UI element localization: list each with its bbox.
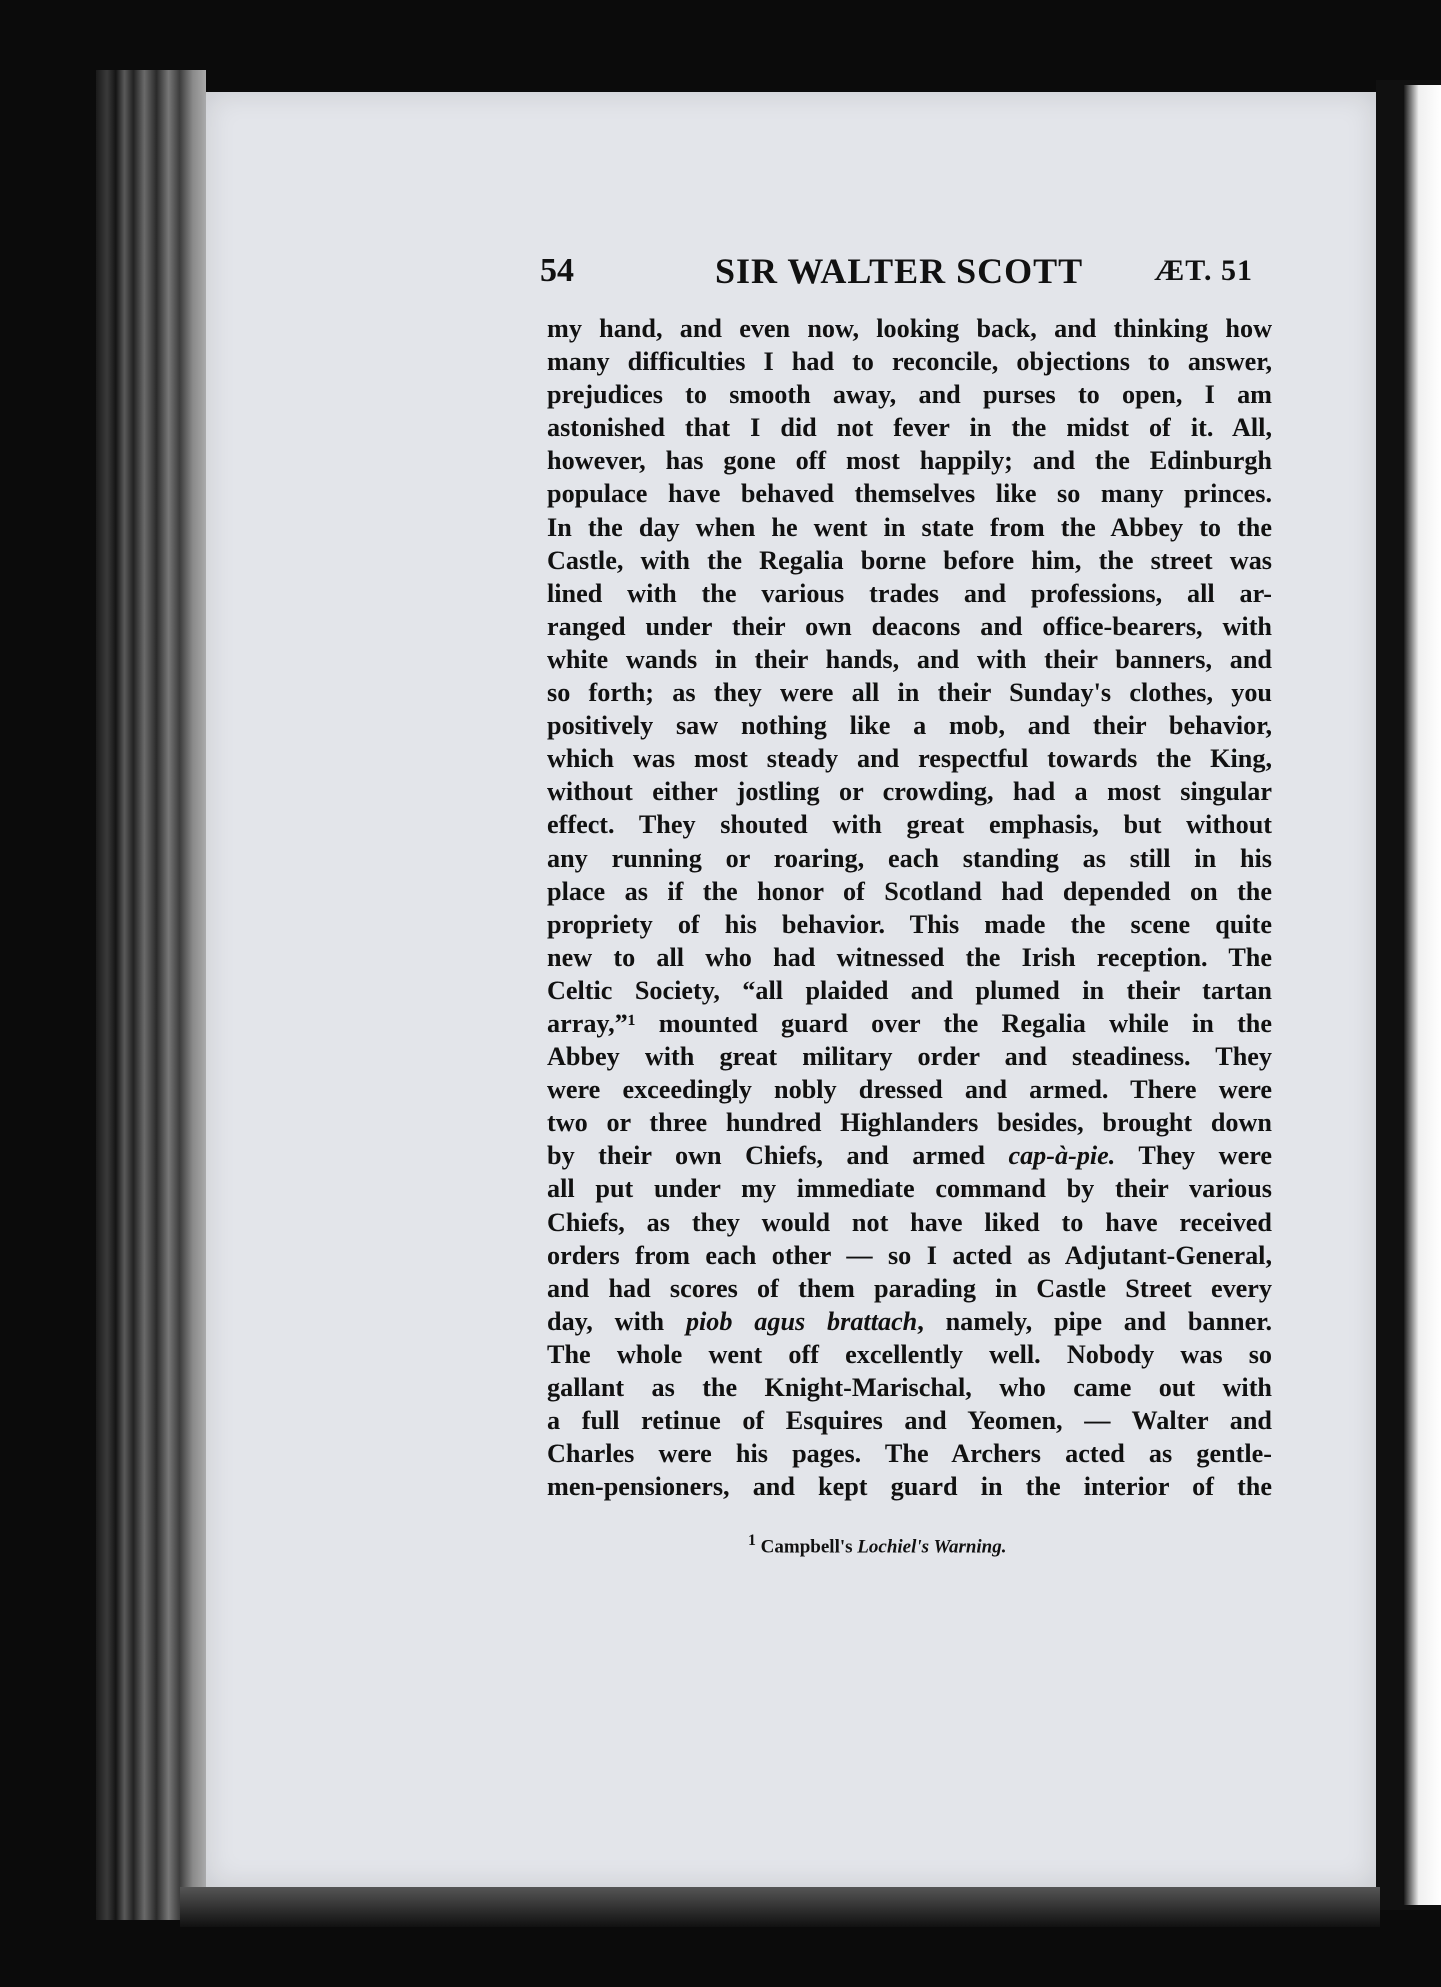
text-line: place as if the honor of Scotland had depended on the <box>547 876 1272 906</box>
text-line: lined with the various trades and professions, all ar- <box>547 578 1272 608</box>
page-header <box>540 250 1255 300</box>
text-line: were exceedingly nobly dressed and armed. There were <box>547 1075 1272 1105</box>
text-line: Chiefs, as they would not have liked to have received <box>547 1207 1272 1237</box>
text-fragment: They were <box>1115 1141 1272 1171</box>
text-fragment: day, with <box>547 1306 686 1336</box>
text-line: so forth; as they were all in their Sunday's clothes, you <box>547 678 1272 708</box>
text-line: positively saw nothing like a mob, and their behavior, <box>547 711 1272 741</box>
text-line: astonished that I did not fever in the midst of it. All, <box>547 413 1272 443</box>
text-line: a full retinue of Esquires and Yeomen, — Walter and <box>547 1406 1272 1436</box>
text-line: Charles were his pages. The Archers acted as gentle- <box>547 1439 1272 1469</box>
text-line: populace have behaved themselves like so many princes. <box>547 479 1272 509</box>
book-spine <box>96 70 206 1920</box>
text-line: In the day when he went in state from the Abbey to the <box>547 512 1272 542</box>
italic-term: piob agus brattach <box>685 1306 918 1336</box>
text-line: prejudices to smooth away, and purses to open, I am <box>547 380 1272 410</box>
text-line: orders from each other — so I acted as Adjutant-General, <box>547 1240 1272 1270</box>
text-line: men-pensioners, and kept guard in the interior of the <box>547 1472 1272 1502</box>
right-edge-strip <box>1404 85 1441 1905</box>
text-line: effect. They shouted with great emphasis, but without <box>547 810 1272 840</box>
italic-term: cap-à-pie. <box>1008 1141 1116 1171</box>
text-line: The whole went off excellently well. Nobody was so <box>547 1339 1272 1369</box>
text-line: white wands in their hands, and with their banners, and <box>547 644 1272 674</box>
text-line: many difficulties I had to reconcile, objections to answer, <box>547 347 1272 377</box>
text-fragment: , namely, pipe and banner. <box>917 1306 1273 1336</box>
body-text <box>547 312 1272 1503</box>
text-line: Castle, with the Regalia borne before him, the street was <box>547 545 1272 575</box>
text-line <box>547 1305 1272 1338</box>
age-marker: ÆT. 51 <box>1154 254 1253 287</box>
text-line: propriety of his behavior. This made the scene quite <box>547 909 1272 939</box>
text-line: ranged under their own deacons and office-bearers, with <box>547 611 1272 641</box>
text-line: which was most steady and respectful towards the King, <box>547 744 1272 774</box>
text-line: my hand, and even now, looking back, and thinking how <box>547 314 1272 343</box>
text-line: Abbey with great military order and steadiness. They <box>547 1042 1272 1072</box>
text-line: all put under my immediate command by their various <box>547 1174 1272 1204</box>
text-line: array,”¹ mounted guard over the Regalia while in the <box>547 1008 1272 1038</box>
footnote-marker: 1 <box>748 1532 756 1549</box>
text-line: and had scores of them parading in Castle Street every <box>547 1273 1272 1303</box>
text-line: Celtic Society, “all plaided and plumed in their tartan <box>547 975 1272 1005</box>
text-line <box>547 1139 1272 1172</box>
running-head: SIR WALTER SCOTT <box>715 251 1084 291</box>
bottom-page-edge <box>180 1887 1380 1927</box>
text-line: without either jostling or crowding, had a most singular <box>547 777 1272 807</box>
page-number: 54 <box>540 252 574 289</box>
text-line: new to all who had witnessed the Irish reception. The <box>547 942 1272 972</box>
text-fragment: by their own Chiefs, and armed <box>547 1141 1009 1171</box>
footnote-author: Campbell's <box>760 1536 853 1558</box>
footnote-title: Lochiel's Warning. <box>857 1536 1007 1558</box>
text-line: however, has gone off most happily; and the Edinburgh <box>547 446 1272 476</box>
text-line: gallant as the Knight-Marischal, who came out with <box>547 1373 1272 1402</box>
footnote <box>748 1532 1007 1558</box>
text-line: two or three hundred Highlanders besides, brought down <box>547 1108 1272 1138</box>
text-line: any running or roaring, each standing as still in his <box>547 843 1272 873</box>
